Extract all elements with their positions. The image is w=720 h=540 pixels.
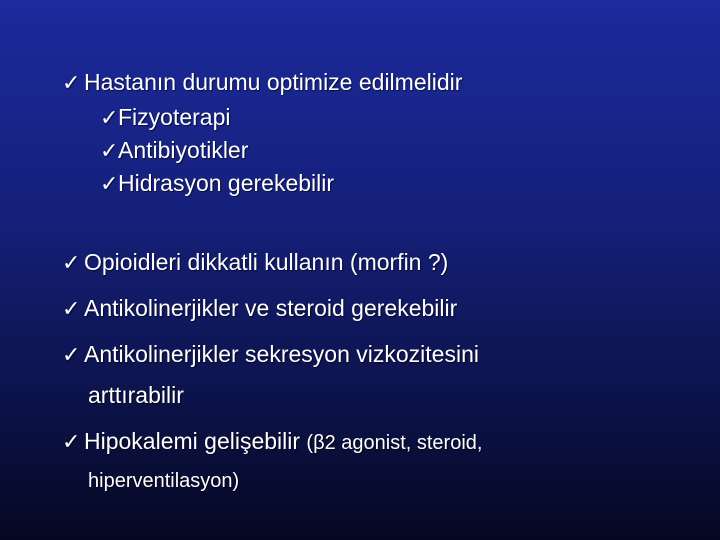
check-icon: ✓	[100, 171, 119, 196]
bullet-text: Hipokalemi gelişebilir	[84, 428, 307, 454]
bullet-anticholinergics-steroid	[62, 293, 457, 324]
bullet-text: hiperventilasyon)	[88, 470, 240, 492]
bullet-text: Fizyoterapi	[118, 104, 231, 130]
check-icon: ✓	[62, 70, 81, 95]
sub-bullet-antibiotics	[100, 135, 248, 166]
check-icon: ✓	[100, 138, 119, 163]
check-icon: ✓	[62, 296, 81, 321]
check-icon: ✓	[62, 250, 81, 275]
bullet-optimize	[62, 67, 462, 98]
bullet-secretion-viscosity-cont	[88, 380, 184, 410]
bullet-text: Antibiyotikler	[118, 137, 249, 163]
bullet-text: Antikolinerjikler sekresyon vizkozitesini	[84, 341, 479, 367]
bullet-text: Opioidleri dikkatli kullanın (morfin ?)	[84, 249, 449, 275]
check-icon: ✓	[100, 105, 119, 130]
bullet-secretion-viscosity	[62, 339, 479, 370]
bullet-text: Hastanın durumu optimize edilmelidir	[84, 69, 463, 95]
bullet-hypokalemia	[62, 426, 482, 458]
bullet-hypokalemia-cont	[88, 466, 239, 496]
bullet-text-small: (β2 agonist, steroid,	[306, 432, 483, 454]
check-icon: ✓	[62, 429, 81, 454]
sub-bullet-hydration	[100, 168, 334, 199]
bullet-opioids	[62, 247, 448, 278]
sub-bullet-physio	[100, 102, 230, 133]
bullet-text: Hidrasyon gerekebilir	[118, 170, 335, 196]
bullet-text: Antikolinerjikler ve steroid gerekebilir	[84, 295, 458, 321]
check-icon: ✓	[62, 342, 81, 367]
bullet-text: arttırabilir	[88, 382, 184, 408]
